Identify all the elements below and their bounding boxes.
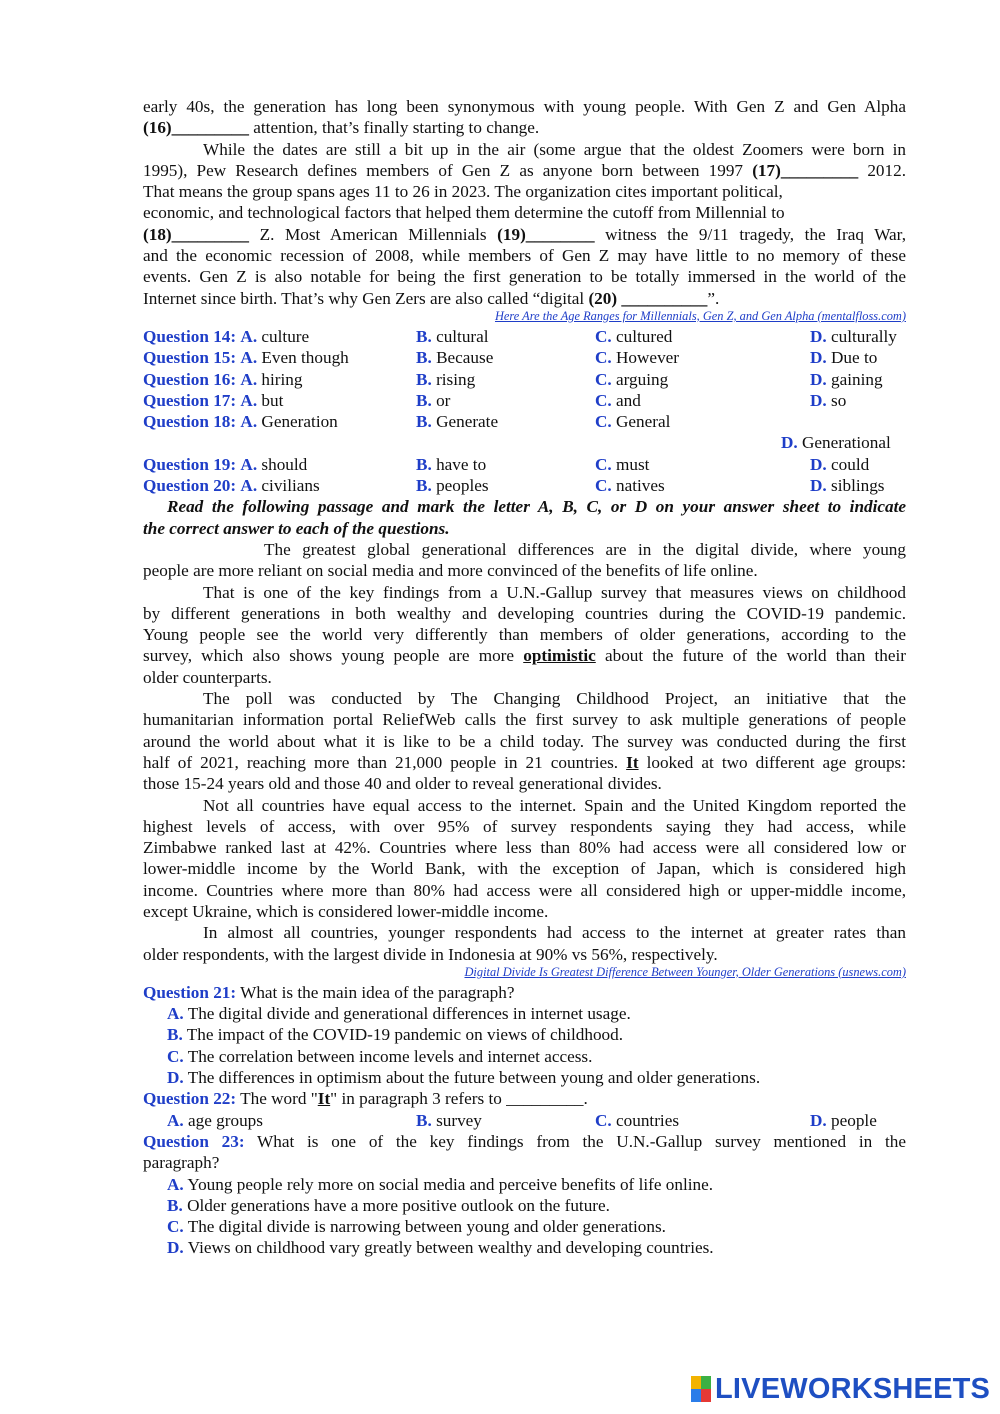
passage-line: Zimbabwe ranked last at 42%. Countries where less than 80% had access were all considered low or <box>143 838 906 858</box>
source-link[interactable]: Digital Divide Is Greatest Difference Between Younger, Older Generations (usnews.com) <box>464 964 906 979</box>
blank-16[interactable]: (16)_________ <box>143 118 249 138</box>
blank-19[interactable]: (19)________ <box>497 224 595 244</box>
passage-line: Internet since birth. That’s why Gen Zers are also called “digital (20) __________”. <box>143 288 720 308</box>
blank-20[interactable]: (20) __________ <box>588 288 708 308</box>
option-c[interactable]: cultured <box>616 326 673 346</box>
option-d[interactable]: Due to <box>831 348 878 368</box>
option-c[interactable]: C. The digital divide is narrowing between young and older generations. <box>167 1217 666 1237</box>
source-link[interactable]: Here Are the Age Ranges for Millennials, Gen Z, and Gen Alpha (mentalfloss.com) <box>494 308 906 323</box>
question-row: Question 20: A. civilians B. peoples C. natives D. siblings <box>143 476 885 496</box>
option-a[interactable]: culture <box>261 326 310 346</box>
passage-line: In almost all countries, younger respondents had access to the internet at greater rates than <box>203 923 906 943</box>
option-b[interactable]: B. Older generations have a more positive outlook on the future. <box>167 1195 610 1215</box>
option-c[interactable]: natives <box>616 476 665 496</box>
option-c[interactable]: must <box>616 454 650 474</box>
question-22: Question 22: The word "It" in paragraph 3 refers to _________. <box>143 1089 588 1109</box>
option-d[interactable]: D. The differences in optimism about the future between young and older generations. <box>167 1068 761 1088</box>
passage-line: The poll was conducted by The Changing Childhood Project, an initiative that the <box>203 689 906 709</box>
question-row: Question 19: A. should B. have to C. must D. could <box>143 454 870 474</box>
worksheet-page <box>143 96 906 1259</box>
option-b[interactable]: Because <box>436 348 494 368</box>
option-a[interactable]: civilians <box>261 476 320 496</box>
passage-line: While the dates are still a bit up in the air (some argue that the oldest Zoomers were born in <box>203 139 906 159</box>
passage-line: economic, and technological factors that helped them determine the cutoff from Millennial to <box>143 203 785 223</box>
passage-line: (18)_________ Z. Most American Millennials (19)________ witness the 9/11 tragedy, the Iraq War, <box>143 224 906 244</box>
passage-line: older counterparts. <box>143 667 272 687</box>
option-d[interactable]: could <box>831 454 870 474</box>
passage-line: Young people see the world very differently than members of older generations, according to the <box>143 625 906 645</box>
passage-line: That means the group spans ages 11 to 26 in 2023. The organization cites important political, <box>143 182 783 202</box>
option-a[interactable]: A. Young people rely more on social media and perceive benefits of life online. <box>167 1174 714 1194</box>
option-b[interactable]: or <box>436 390 451 410</box>
question-row: Question 16: A. hiring B. rising C. arguing D. gaining <box>143 369 883 389</box>
passage-line: survey, which also shows young people are more optimistic about the future of the world than their <box>143 646 906 666</box>
option-a[interactable]: Even though <box>261 348 349 368</box>
option-b[interactable]: B. The impact of the COVID-19 pandemic on views of childhood. <box>167 1025 624 1045</box>
question-row: Question 18: A. Generation B. Generate C. General <box>143 412 671 432</box>
passage-line: events. Gen Z is also notable for being the first generation to be totally immersed in the world of the <box>143 267 906 287</box>
passage-line: lower-middle income by the World Bank, with the exception of Japan, which is considered high <box>143 859 906 879</box>
passage-line: (16)_________ attention, that’s finally starting to change. <box>143 118 540 138</box>
passage-line: around the world about what it is like to be a child today. The survey was conducted during the first <box>143 731 906 751</box>
option-c[interactable]: countries <box>616 1110 680 1130</box>
option-a[interactable]: A. The digital divide and generational differences in internet usage. <box>167 1004 631 1024</box>
option-d[interactable]: culturally <box>831 326 897 346</box>
question-23: paragraph? <box>143 1153 220 1173</box>
underlined-word-it: It <box>626 752 639 772</box>
option-b[interactable]: Generate <box>436 412 499 432</box>
question-row: Question 15: A. Even though B. Because C. However D. Due to <box>143 348 878 368</box>
option-c[interactable]: and <box>616 390 641 410</box>
option-c[interactable]: arguing <box>616 369 669 389</box>
passage-line: highest levels of access, with over 95% of survey respondents saying they had access, while <box>143 816 906 836</box>
option-c[interactable]: General <box>616 412 671 432</box>
option-a[interactable]: but <box>261 390 284 410</box>
instruction: Read the following passage and mark the letter A, B, C, or D on your answer sheet to indicate <box>167 497 906 517</box>
passage-line: Not all countries have equal access to the internet. Spain and the United Kingdom reported the <box>203 795 906 815</box>
passage-line: by different generations in both wealthy and developing countries during the COVID-19 pandemic. <box>143 603 906 623</box>
option-b[interactable]: cultural <box>436 326 489 346</box>
option-d[interactable]: gaining <box>831 369 883 389</box>
passage-line: and the economic recession of 2008, while members of Gen Z may have little to no memory of these <box>143 246 906 266</box>
option-a[interactable]: Generation <box>261 412 338 432</box>
option-b[interactable]: peoples <box>436 476 489 496</box>
option-d[interactable]: people <box>831 1110 877 1130</box>
option-d[interactable]: Generational <box>802 433 891 453</box>
passage-line: 1995), Pew Research defines members of Gen Z as anyone born between 1997 (17)_________ 2012. <box>143 160 906 180</box>
option-d[interactable]: so <box>831 390 847 410</box>
passage-line: half of 2021, reaching more than 21,000 people in 21 countries. It looked at two different age groups: <box>143 752 907 772</box>
passage-line: humanitarian information portal ReliefWeb calls the first survey to ask multiple generations of people <box>143 710 906 730</box>
passage-line: That is one of the key findings from a U.N.-Gallup survey that measures views on childhood <box>203 582 906 602</box>
option-c[interactable]: C. The correlation between income levels and internet access. <box>167 1046 593 1066</box>
question-row: A. age groups B. survey C. countries D. people <box>167 1110 877 1130</box>
option-b[interactable]: survey <box>436 1110 482 1130</box>
option-a[interactable]: age groups <box>188 1110 263 1130</box>
blank-18[interactable]: (18)_________ <box>143 224 249 244</box>
passage-line: The greatest global generational differences are in the digital divide, where young <box>264 539 906 559</box>
passage-line: income. Countries where more than 80% had access were all considered high or upper-middle income, <box>143 880 906 900</box>
question-23: Question 23: What is one of the key findings from the U.N.-Gallup survey mentioned in the <box>143 1131 906 1151</box>
question-21: Question 21: What is the main idea of the paragraph? <box>143 982 515 1002</box>
question-row: Question 14: A. culture B. cultural C. cultured D. culturally <box>143 326 897 346</box>
blank-17[interactable]: (17)_________ <box>752 160 859 180</box>
option-c[interactable]: However <box>616 348 680 368</box>
option-d[interactable]: siblings <box>831 476 885 496</box>
option-a[interactable]: hiring <box>261 369 303 389</box>
liveworksheets-logo[interactable] <box>691 1374 990 1404</box>
option-d[interactable]: D. Views on childhood vary greatly between wealthy and developing countries. <box>167 1238 714 1258</box>
option-b[interactable]: rising <box>436 369 476 389</box>
passage-line: older respondents, with the largest divide in Indonesia at 90% vs 56%, respectively. <box>143 944 718 964</box>
passage-line: early 40s, the generation has long been synonymous with young people. With Gen Z and Gen Alpha <box>143 97 906 116</box>
option-a[interactable]: should <box>261 454 308 474</box>
option-b[interactable]: have to <box>436 454 487 474</box>
question-row: Question 17: A. but B. or C. and D. so <box>143 390 847 410</box>
passage-line: people are more reliant on social media and more convinced of the benefits of life online. <box>143 561 758 581</box>
passage-line: except Ukraine, which is considered lower-middle income. <box>143 901 549 921</box>
instruction: the correct answer to each of the questions. <box>143 518 450 538</box>
question-row: D. Generational <box>781 433 891 453</box>
brand-name: LIVEWORKSHEETS <box>715 1372 991 1405</box>
underlined-word-optimistic: optimistic <box>523 646 596 666</box>
logo-mark-icon <box>691 1376 711 1402</box>
passage-line: those 15-24 years old and those 40 and older to reveal generational divides. <box>143 774 662 794</box>
